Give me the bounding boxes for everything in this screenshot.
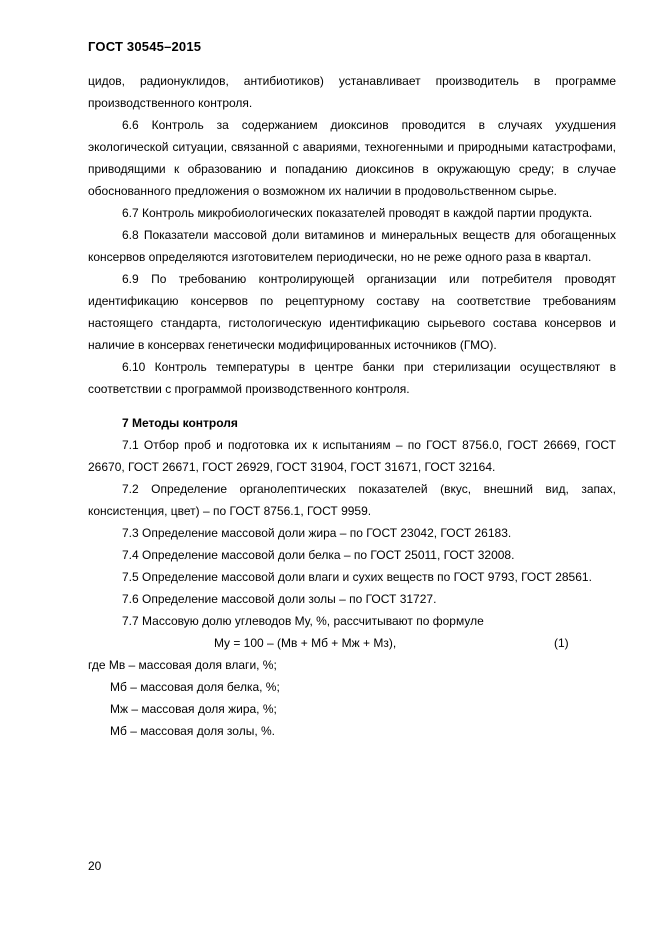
document-code: ГОСТ 30545–2015 [88, 39, 202, 54]
definition-line: где Mв – массовая доля влаги, %; [88, 658, 277, 672]
formula-line [88, 632, 616, 654]
definition-line: Mб – массовая доля белка, %; [110, 680, 280, 694]
paragraph-7-7: 7.7 Массовую долю углеводов Mу, %, рассчитывают по формуле [122, 614, 484, 628]
paragraph-6-8: 6.8 Показатели массовой доли витаминов и минеральных веществ для обогащенных консервов определяются изготовителем периодически, но не реже одного раза в квартал. [88, 228, 616, 264]
paragraph-6-7: 6.7 Контроль микробиологических показателей проводят в каждой партии продукта. [122, 206, 593, 220]
paragraph-7-2: 7.2 Определение органолептических показателей (вкус, внешний вид, запах, консистенция, цвет) – по ГОСТ 8756.1, ГОСТ 9959. [88, 482, 616, 518]
paragraph-7-6: 7.6 Определение массовой доли золы – по ГОСТ 31727. [122, 592, 437, 606]
formula: Mу = 100 – (Mв + Mб + Mж + Mз), [214, 636, 397, 650]
paragraph-7-5: 7.5 Определение массовой доли влаги и сухих веществ по ГОСТ 9793, ГОСТ 28561. [122, 570, 592, 584]
definition-line: Mж – массовая доля жира, %; [110, 702, 277, 716]
definition-line: Mб – массовая доля золы, %. [110, 724, 276, 738]
paragraph-6-9: 6.9 По требованию контролирующей организации или потребителя проводят идентификацию консервов по рецептурному составу на соответствие требованиям настоящего стандарта, гистологическую идентификацию сырьевого состава консервов и наличие в консервах генетически модифицированных источников (ГМО). [88, 272, 616, 352]
paragraph-7-4: 7.4 Определение массовой доли белка – по ГОСТ 25011, ГОСТ 32008. [122, 548, 515, 562]
formula-number: (1) [554, 636, 569, 650]
paragraph-7-1: 7.1 Отбор проб и подготовка их к испытаниям – по ГОСТ 8756.0, ГОСТ 26669, ГОСТ 26670, ГОСТ 26671, ГОСТ 26929, ГОСТ 31904, ГОСТ 31671, ГОСТ 32164. [88, 438, 616, 474]
paragraph-6-10: 6.10 Контроль температуры в центре банки при стерилизации осуществляют в соответствии с программой производственного контроля. [88, 360, 616, 396]
section-title: 7 Методы контроля [122, 416, 238, 430]
paragraph-7-3: 7.3 Определение массовой доли жира – по ГОСТ 23042, ГОСТ 26183. [122, 526, 512, 540]
paragraph-continuation: цидов, радионуклидов, антибиотиков) устанавливает производитель в программе производственного контроля. [88, 74, 616, 110]
body-text [88, 70, 616, 742]
page-number: 20 [88, 859, 102, 873]
paragraph-6-6: 6.6 Контроль за содержанием диоксинов проводится в случаях ухудшения экологической ситуации, связанной с авариями, техногенными и природными катастрофами, приводящими к образованию и попаданию диоксинов в окружающую среду; в случае обоснованного предложения о возможном их наличии в продовольственном сырье. [88, 118, 616, 198]
